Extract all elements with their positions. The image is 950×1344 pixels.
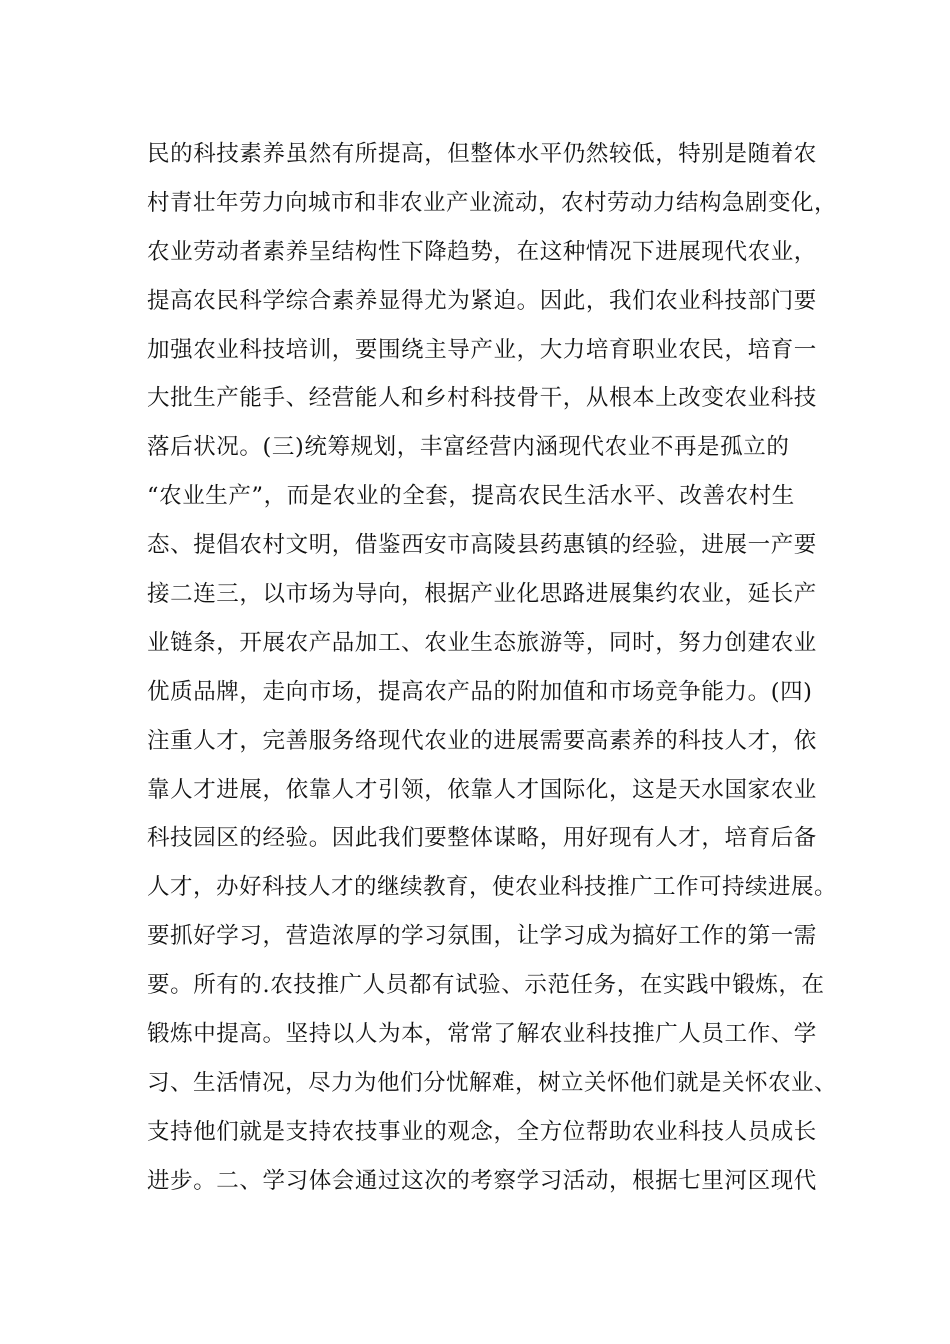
text-line: 注重人才，完善服务络现代农业的进展需要高素养的科技人才，依	[147, 727, 817, 754]
text-line: 靠人才进展，依靠人才引领，依靠人才国际化，这是天水国家农业	[147, 776, 817, 803]
body-text	[147, 130, 837, 1206]
text-line: 落后状况。(三)统筹规划，丰富经营内涵现代农业不再是孤立的	[147, 434, 790, 461]
text-line: 加强农业科技培训，要围绕主导产业，大力培育职业农民，培育一	[147, 336, 817, 363]
text-line: 要。所有的.农技推广人员都有试验、示范任务，在实践中锻炼，在	[147, 972, 825, 999]
text-line: 锻炼中提高。坚持以人为本，常常了解农业科技推广人员工作、学	[147, 1021, 817, 1048]
text-line: 要抓好学习，营造浓厚的学习氛围，让学习成为搞好工作的第一需	[147, 923, 817, 950]
text-line: 农业劳动者素养呈结构性下降趋势，在这种情况下进展现代农业，	[147, 238, 817, 265]
text-line: “农业生产”，而是农业的全套，提高农民生活水平、改善农村生	[147, 483, 795, 510]
text-line: 大批生产能手、经营能人和乡村科技骨干，从根本上改变农业科技	[147, 385, 817, 412]
text-line: 民的科技素养虽然有所提高，但整体水平仍然较低，特别是随着农	[147, 141, 817, 167]
text-line: 支持他们就是支持农技事业的观念，全方位帮助农业科技人员成长	[147, 1118, 817, 1145]
text-line: 提高农民科学综合素养显得尤为紧迫。因此，我们农业科技部门要	[147, 287, 817, 314]
text-line: 习、生活情况，尽力为他们分忧解难，树立关怀他们就是关怀农业、	[147, 1069, 838, 1096]
text-line: 态、提倡农村文明，借鉴西安市高陵县药惠镇的经验，进展一产要	[147, 532, 817, 559]
text-line: 接二连三，以市场为导向，根据产业化思路进展集约农业，延长产	[147, 581, 817, 608]
text-line: 村青壮年劳力向城市和非农业产业流动，农村劳动力结构急剧变化，	[147, 189, 838, 216]
text-line: 人才，办好科技人才的继续教育，使农业科技推广工作可持续进展。	[147, 874, 838, 901]
text-line: 进步。二、学习体会通过这次的考察学习活动，根据七里河区现代	[147, 1167, 817, 1194]
text-line: 科技园区的经验。因此我们要整体谋略，用好现有人才，培育后备	[147, 825, 817, 852]
text-line: 优质品牌，走向市场，提高农产品的附加值和市场竞争能力。(四)	[147, 678, 813, 705]
text-line: 业链条，开展农产品加工、农业生态旅游等，同时，努力创建农业	[147, 629, 817, 656]
